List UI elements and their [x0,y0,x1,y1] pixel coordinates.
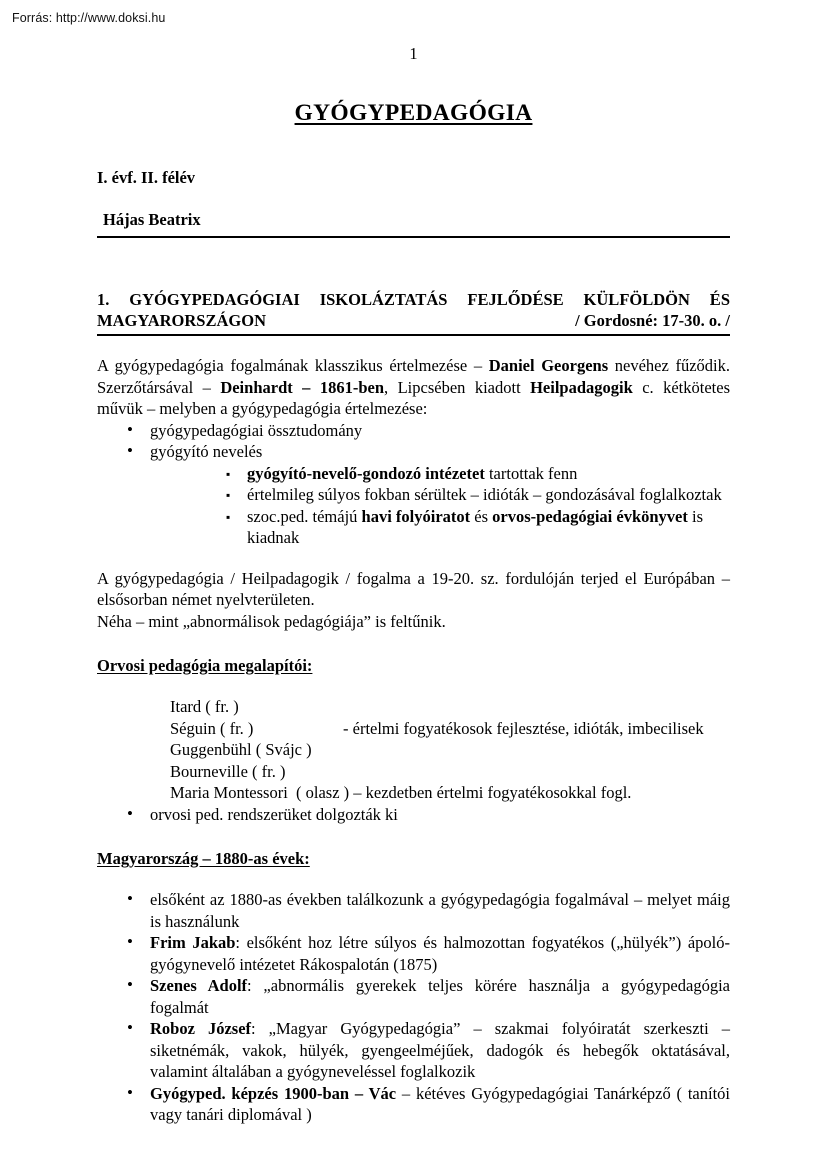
founders-list [97,696,730,804]
list-item [97,1018,730,1083]
sublist-text-2a: szoc.ped. témájú [247,506,362,526]
page-number: 1 [409,44,418,63]
intro-bold-heilpadagogik: Heilpadagogik [530,377,633,397]
spacer [97,869,730,889]
sublist-text-0: tartottak fenn [484,463,578,483]
europe-paragraph: A gyógypedagógia / Heilpadagogik / fogalma a 19-20. sz. fordulóján terjed el Európában – elsősorban német nyelvterületen. [97,568,730,609]
hungary-text-1: : elsőként hoz létre súlyos és halmozottan fogyatékos („hülyék”) ápoló-gyógynevelő intézetet Rákospalotán (1875) [150,933,730,974]
sublist-bold-intezetet: gyógyító-nevelő-gondozó intézetet [247,463,485,483]
list-item [97,932,730,975]
list-item [97,718,730,740]
list-item [97,761,730,783]
hungary-text-2: : „abnormális gyerekek teljes körére használja a gyógypedagógia fogalmát [150,976,730,1017]
list-item [97,506,730,549]
list-item [97,696,730,718]
sublist-text-2c: is kiadnak [247,506,704,547]
list-item [97,975,730,1018]
list-item: • gyógypedagógiai össztudomány [97,420,730,442]
list-item [97,739,730,761]
founder-note: - értelmi fogyatékosok fejlesztése, idióták, imbecilisek [343,718,704,738]
founder-name: Maria Montessori ( olasz ) – kezdetben értelmi fogyatékosokkal fogl. [170,783,632,802]
course-semester-line: I. évf. II. félév [97,168,196,187]
list-item: • orvosi ped. rendszerüket dolgozták ki [97,804,730,826]
definition-list [97,420,730,463]
list-item [97,463,730,485]
sublist-bold-evkonyvet: orvos-pedagógiai évkönyvet [492,506,688,526]
hungary-text-4: – kétéves Gyógypedagógiai Tanárképző ( tanítói vagy tanári diplomával ) [150,1083,730,1124]
author-name: Hájas Beatrix [103,210,201,229]
list-item [97,1083,730,1126]
founder-name: Itard ( fr. ) [170,697,239,716]
founders-bullet-list [97,804,730,826]
section-heading-line2: MAGYARORSZÁGON [97,311,266,330]
hungary-text-3: : „Magyar Gyógypedagógia” – szakmai folyóiratát szerkeszti – siketnémák, vakok, hülyék, gyengeelméjűek, dadogók és hebegők oktatásával, valamint általában a gyógyneveléssel foglalkozik [150,1019,730,1081]
founder-name: Bourneville ( fr. ) [170,761,286,781]
section-reference: / Gordosné: 17-30. o. / [575,311,730,330]
founder-name: Séguin ( fr. ) [170,718,254,738]
sublist-bold-folyoiratot: havi folyóiratot [361,506,471,526]
abnormal-pedagogy-line: Néha – mint „abnormálisok pedagógiája” is feltűnik. [97,611,446,631]
intro-paragraph [97,355,730,420]
definition-sublist [97,463,730,549]
page-title: GYÓGYPEDAGÓGIA [294,100,533,126]
section-divider [97,334,730,336]
hungary-bold-vac: Gyógyped. képzés 1900-ban – Vác [150,1083,397,1103]
section-heading-line2-row [97,310,730,331]
hungary-list [97,889,730,1126]
intro-text-2: nevéhez fűződik. Szerzőtársával – [97,356,730,397]
intro-bold-georgens: Daniel Georgens [488,356,609,375]
document-content [97,44,730,1126]
section-heading [97,289,730,331]
section-heading-line1: 1. GYÓGYPEDAGÓGIAI ISKOLÁZTATÁS FEJLŐDÉSE KÜLFÖLDÖN ÉS [97,290,730,309]
hungary-bold-frim: Frim Jakab [150,933,236,952]
subheading-medical-pedagogy: Orvosi pedagógia megalapítói: [97,656,313,675]
intro-text-4: c. kétkötetes művük – melyben a gyógypedagógia értelmezése: [97,377,731,418]
list-item [97,889,730,932]
hungary-bold-szenes: Szenes Adolf [150,976,248,995]
intro-text-1: A gyógypedagógia fogalmának klasszikus értelmezése – [97,356,489,375]
hungary-text-0: elsőként az 1880-as években találkozunk a gyógypedagógia fogalmával – melyet máig is használunk [150,890,730,931]
list-item [97,484,730,506]
founder-name: Guggenbühl ( Svájc ) [170,740,312,759]
author-divider [97,236,730,238]
sublist-text-2b: és [470,506,493,526]
subheading-hungary: Magyarország – 1880-as évek: [97,849,310,868]
list-item [97,782,730,804]
source-watermark: Forrás: http://www.doksi.hu [12,11,166,25]
hungary-bold-roboz: Roboz József [150,1019,252,1038]
sublist-text-1: értelmileg súlyos fokban sérültek – idióták – gondozásával foglalkoztak [247,485,722,504]
list-item: • gyógyító nevelés [97,441,730,463]
intro-text-3: , Lipcsében kiadott [384,377,531,397]
intro-bold-deinhardt: Deinhardt – 1861-ben [220,377,385,397]
